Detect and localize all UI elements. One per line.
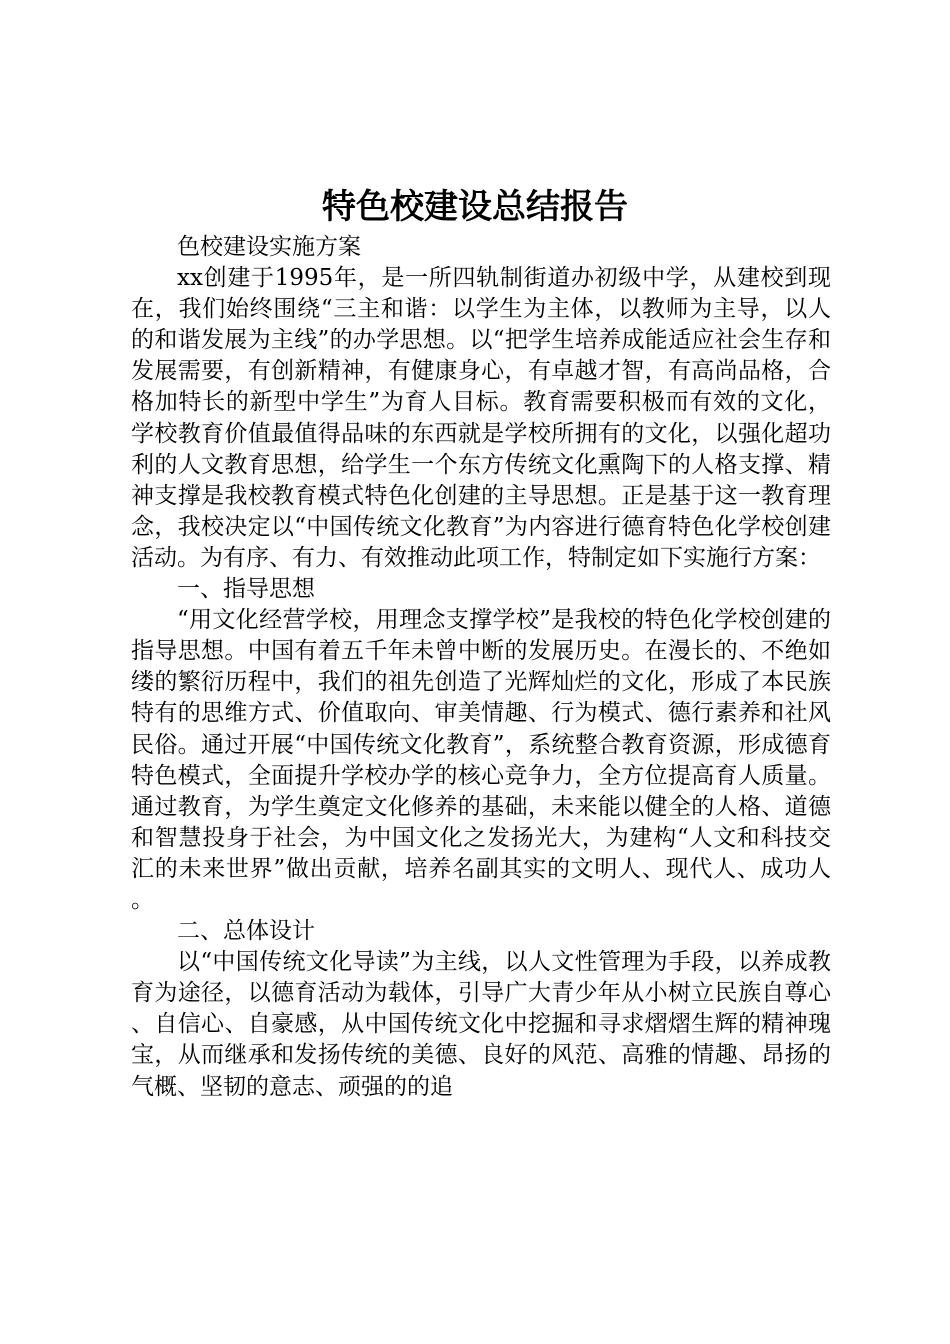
paragraph-intro: xx创建于1995年，是一所四轨制街道办初级中学，从建校到现在，我们始终围绕“三主和谐：以学生为主体，以教师为主导，以人的和谐发展为主线”的办学思想。以“把学生培养成能适应社会生存和发展需要，有创新精神，有健康身心，有卓越才智，有高尚品格，合格加特长的新型中学生”为育人目标。教育需要积极而有效的文化，学校教育价值最值得品味的东西就是学校所拥有的文化，以强化超功利的人文教育思想，给学生一个东方传统文化熏陶下的人格支撑、精神支撑是我校教育模式特色化创建的主导思想。正是基于这一教育理念，我校决定以“中国传统文化教育”为内容进行德育特色化学校创建活动。为有序、有力、有效推动此项工作，特制定如下实施行方案： [131, 265, 831, 571]
document-title: 特色校建设总结报告 [322, 187, 628, 227]
paragraph-guiding-ideology: “用文化经营学校，用理念支撑学校”是我校的特色化学校创建的指导思想。中国有着五千年未曾中断的发展历史。在漫长的、不绝如缕的繁衍历程中，我们的祖先创造了光辉灿烂的文化，形成了本民族特有的思维方式、价值取向、审美情趣、行为模式、德行素养和社风民俗。通过开展“中国传统文化教育”，系统整合教育资源，形成德育特色模式，全面提升学校办学的核心竞争力，全方位提高育人质量。通过教育，为学生奠定文化修养的基础，未来能以健全的人格、道德和智慧投身于社会，为中国文化之发扬光大，为建构“人文和科技交汇的未来世界”做出贡献，培养名副其实的文明人、现代人、成功人。 [131, 607, 831, 913]
section-heading-overall-design: 二、总体设计 [177, 918, 315, 945]
document-body [131, 232, 831, 1103]
paragraph-overall-design: 以“中国传统文化导读”为主线，以人文性管理为手段，以养成教育为途径，以德育活动为载体，引导广大青少年从小树立民族自尊心、自信心、自豪感，从中国传统文化中挖掘和寻求熠熠生辉的精神瑰宝，从而继承和发扬传统的美德、良好的风范、高雅的情趣、昂扬的气概、坚韧的意志、顽强的的追 [131, 949, 831, 1100]
paragraph-intro-heading: 色校建设实施方案 [177, 234, 361, 260]
section-heading-guiding-ideology: 一、指导思想 [177, 576, 315, 603]
